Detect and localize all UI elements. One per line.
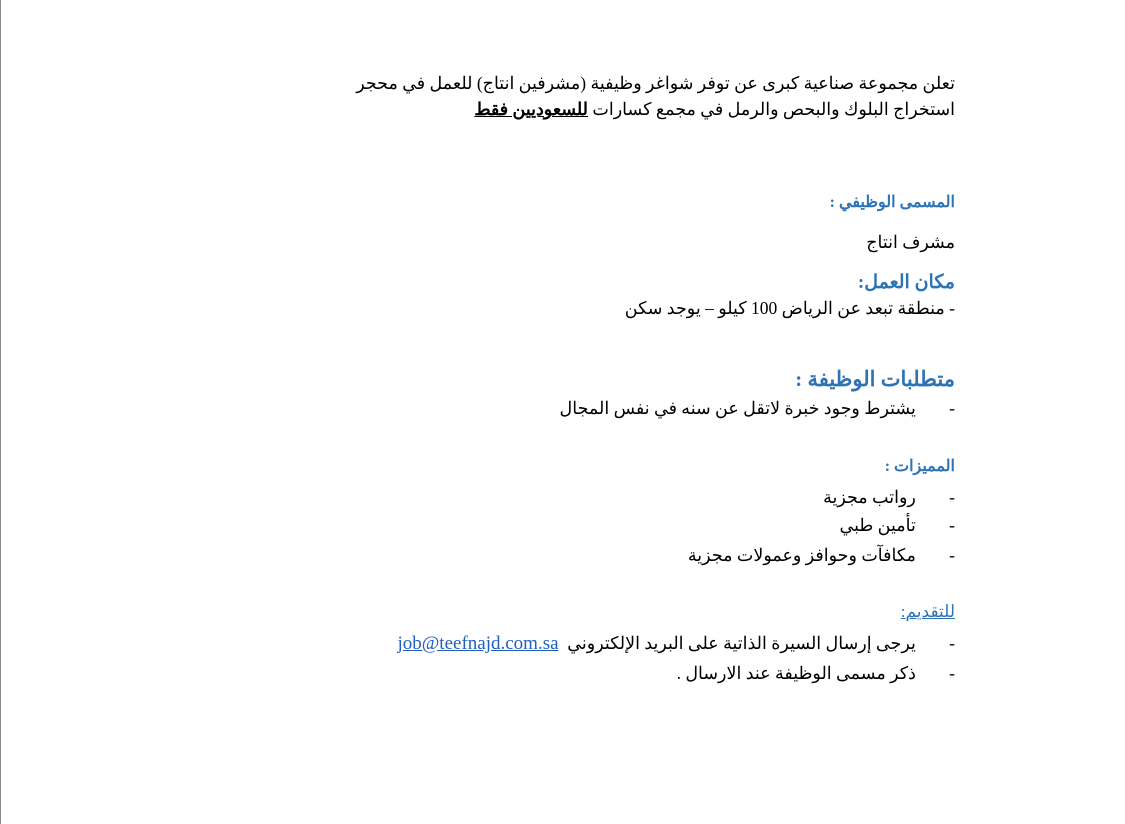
apply-heading: للتقديم:	[900, 602, 955, 621]
intro-line-2: استخراج البلوك والبحص والرمل في مجمع كسارات	[588, 99, 955, 119]
intro-line-1: تعلن مجموعة صناعية كبرى عن توفر شواغر وظيفية (مشرفين انتاج) للعمل في محجر	[356, 73, 955, 93]
list-item: - ذكر مسمى الوظيفة عند الارسال .	[676, 663, 955, 683]
list-item: - تأمين طبي	[839, 515, 955, 535]
job-title-heading: المسمى الوظيفي :	[829, 194, 955, 211]
intro-paragraph	[215, 70, 955, 122]
job-ad-document	[215, 70, 955, 687]
job-title-value: مشرف انتاج	[866, 232, 955, 252]
list-item: - رواتب مجزية	[823, 487, 955, 507]
email-link[interactable]: job@teefnajd.com.sa	[397, 633, 559, 654]
apply-list	[215, 628, 955, 687]
benefits-heading: المميزات :	[884, 458, 955, 475]
saudi-only-emphasis: للسعوديين فقط	[474, 99, 589, 119]
location-value: - منطقة تبعد عن الرياض 100 كيلو – يوجد سكن	[624, 298, 955, 318]
requirements-heading: متطلبات الوظيفة :	[795, 367, 955, 391]
apply-note: ذكر مسمى الوظيفة عند الارسال .	[676, 663, 916, 683]
location-heading: مكان العمل:	[857, 272, 955, 293]
list-item: - يشترط وجود خبرة لاتقل عن سنه في نفس المجال	[559, 398, 955, 418]
list-item: - يرجى إرسال السيرة الذاتية على البريد الإلكتروني job@teefnajd.com.sa	[397, 633, 955, 654]
benefits-list	[215, 484, 955, 570]
apply-instruction: يرجى إرسال السيرة الذاتية على البريد الإلكتروني	[567, 633, 916, 653]
requirements-list	[215, 396, 955, 420]
list-item: - مكافآت وحوافز وعمولات مجزية	[687, 545, 955, 565]
page-left-edge	[0, 0, 1, 824]
